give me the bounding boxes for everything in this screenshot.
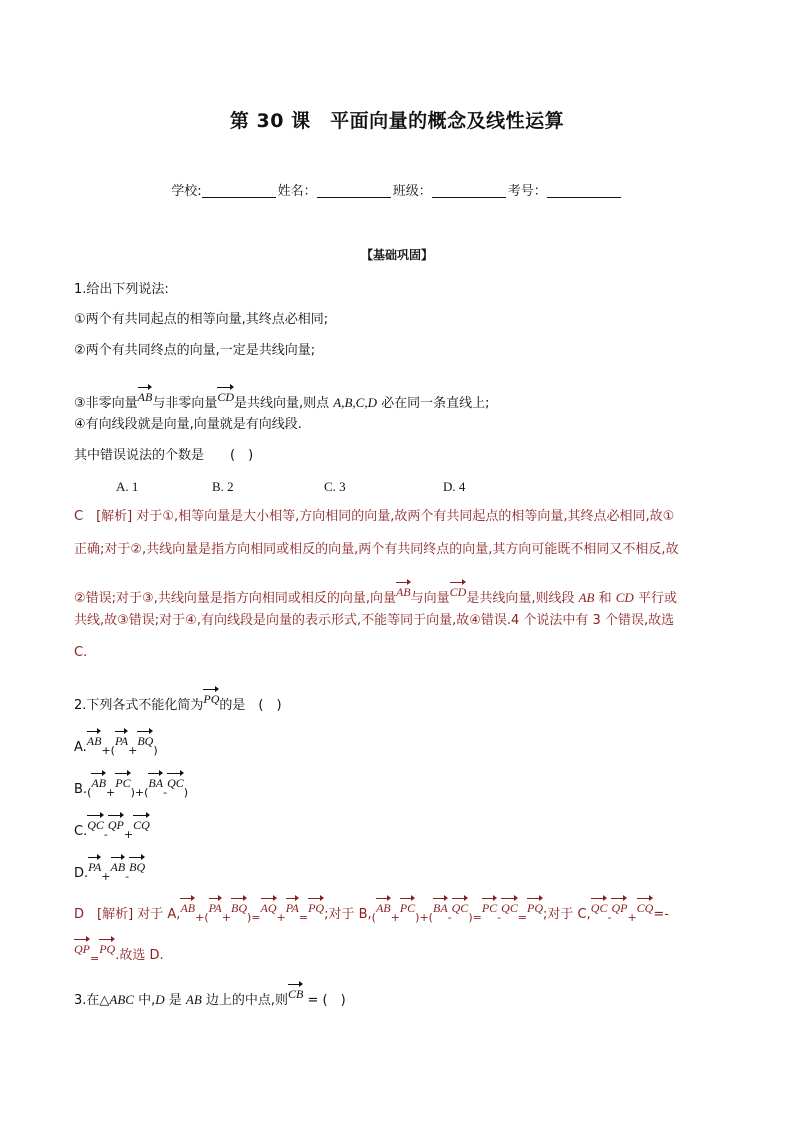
vector-BA: BA [433,897,448,914]
name-blank[interactable] [317,183,391,198]
vector-BA: BA [148,772,163,789]
vector-CD: CD [450,581,467,598]
vector-PQ: PQ [308,897,324,914]
vector-PA: PA [88,856,101,873]
q1-option-d[interactable]: D. 4 [443,479,466,494]
vector-AB: AB [111,856,126,873]
vector-CQ: CQ [133,814,150,831]
vector-CQ: CQ [637,897,654,914]
q1-statement-4: ④有向线段就是向量,向量就是有向线段. [74,417,302,432]
q1-answer-line-2: 正确;对于②,共线向量是指方向相同或相反的向量,两个有共同终点的向量,其方向可能既不相同又不相反,故 [74,542,679,557]
q2-option-b[interactable]: $B._(AB_+PC_{)+(}BA_-QC_)$ [74,772,188,802]
vector-BQ: BQ [129,856,145,873]
vector-QP: QP [108,814,124,831]
q1-stem: 1.给出下列说法: [74,282,169,297]
vector-AB: AB [138,386,153,403]
vector-PC: PC [482,897,497,914]
q1-option-b[interactable]: B. 2 [212,479,234,494]
class-blank[interactable] [432,183,506,198]
class-label: 班级： [392,184,432,199]
vector-PQ: PQ [527,897,543,914]
vector-BQ: BQ [137,730,153,747]
q1-option-c[interactable]: C. 3 [324,479,346,494]
student-info-row [0,180,794,199]
q1-statement-3: ③非零向量AB与非零向量CD是共线向量,则点 A,B,C,D 必在同一条直线上; [74,386,490,413]
vector-QP: QP [74,938,90,955]
vector-QC: QC [167,772,184,789]
vector-PA: PA [286,897,299,914]
vector-QC: QC [452,897,469,914]
q2-stem: 2.下列各式不能化简为PQ的是 ( ) [74,688,282,715]
school-label: 学校: [171,184,202,199]
vector-AB: AB [87,730,102,747]
q1-answer-line-1: C [解析] 对于①,相等向量是大小相等,方向相同的向量,故两个有共同起点的相等向量,其终点必相同,故① [74,509,675,524]
q1-statement-2: ②两个有共同终点的向量,一定是共线向量; [74,343,316,358]
vector-PA: PA [209,897,222,914]
name-label: 姓名： [277,184,317,199]
vector-QP: QP [611,897,627,914]
vector-PQ: PQ [99,938,115,955]
vector-PQ: PQ [203,688,219,705]
q1-statement-1: ①两个有共同起点的相等向量,其终点必相同; [74,312,329,327]
page-title: 第 30 课 平面向量的概念及线性运算 [229,110,565,132]
q3-stem: 3.在△ABC 中,D 是 AB 边上的中点,则CB = ( ) [74,983,346,1010]
exam-label: 考号： [507,184,547,199]
vector-QC: QC [87,814,104,831]
vector-PA: PA [115,730,128,747]
vector-AB: AB [396,581,411,598]
exam-blank[interactable] [547,183,621,198]
vector-AB: AB [376,897,391,914]
vector-AB: AB [91,772,106,789]
q2-answer-line-1: D [解析] 对于 $A,AB_{+(}PA_+BQ_{)=}AQ_+PA_=PQ$;对于 $B,_(AB_+PC_{)+(}BA_-QC_{)=}PC_-QC_=PQ$;对于 $C,QC_-QP_+CQ=-$ [74,897,669,927]
q1-answer-line-5: C. [74,645,88,660]
q2-answer-line-2: $QP_=PQ$.故选 D. [74,938,164,968]
q2-option-c[interactable]: $C.QC_-QP_+CQ$ [74,814,150,844]
q1-answer-line-4: 共线,故③错误;对于④,有向线段是向量的表示形式,不能等同于向量,故④错误.4 个说法中有 3 个错误,故选 [74,613,675,628]
section-heading: 【基础巩固】 [360,248,433,262]
vector-PC: PC [400,897,415,914]
q1-ask: 其中错误说法的个数是 ( ) [74,448,254,463]
school-blank[interactable] [202,183,276,198]
vector-CB: CB [288,983,303,1000]
q1-option-a[interactable]: A. 1 [116,479,139,494]
vector-AQ: AQ [261,897,277,914]
vector-CD: CD [217,386,234,403]
vector-BQ: BQ [231,897,247,914]
q1-answer-line-3: ②错误;对于③,共线向量是指方向相同或相反的向量,向量AB与向量CD是共线向量,则线段 AB 和 CD 平行或 [74,581,677,608]
vector-QC: QC [591,897,608,914]
vector-PC: PC [115,772,130,789]
vector-AB: AB [180,897,195,914]
q2-option-d[interactable]: $D.PA_+AB_-BQ$ [74,856,145,886]
vector-QC: QC [501,897,518,914]
q2-option-a[interactable]: $A.AB_{+(}PA_+BQ_)$ [74,730,158,760]
